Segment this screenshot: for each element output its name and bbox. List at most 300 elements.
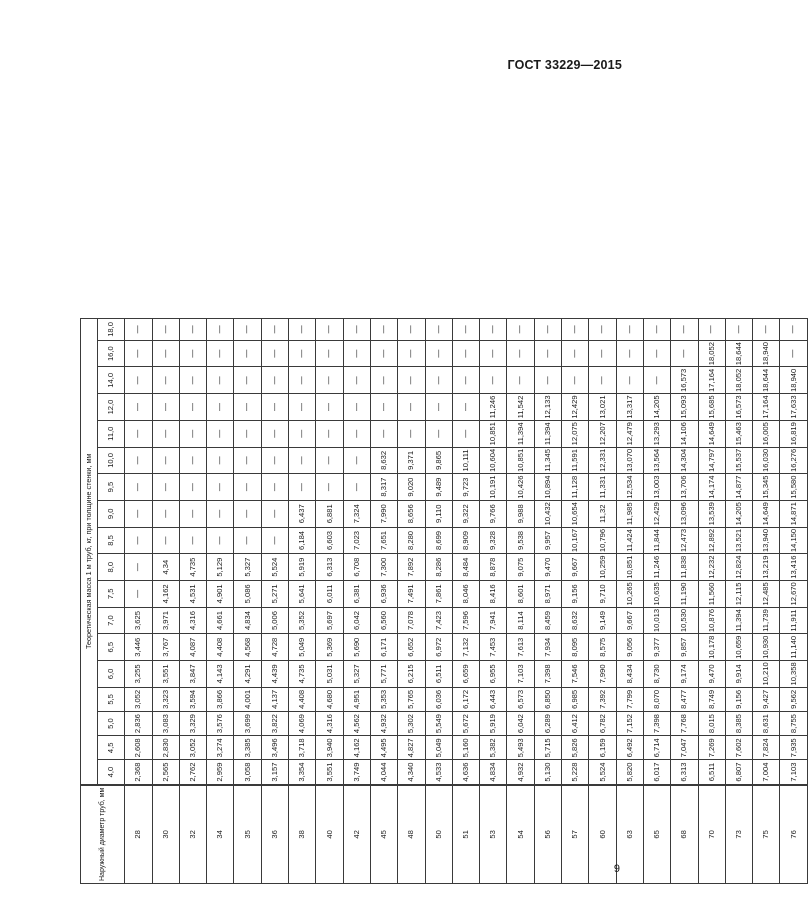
cell-mass-value: — (152, 527, 179, 554)
cell-mass-value: 10,530 (671, 607, 698, 634)
cell-mass-value: 6,850 (534, 687, 561, 711)
cell-mass-value: 4,735 (179, 554, 206, 581)
page-number: 9 (613, 863, 620, 875)
cell-mass-value: 4,562 (343, 711, 370, 735)
cell-mass-value: 10,635 (643, 581, 670, 608)
cell-outer-diameter: 65 (643, 785, 670, 884)
cell-mass-value: 5,228 (562, 760, 589, 785)
cell-mass-value: 7,047 (671, 736, 698, 760)
cell-mass-value: — (425, 340, 452, 367)
cell-mass-value: 12,824 (725, 554, 752, 581)
cell-mass-value: 15,093 (671, 394, 698, 421)
cell-mass-value: 10,167 (562, 527, 589, 554)
cell-mass-value: — (562, 319, 589, 341)
cell-mass-value: 10,178 (698, 634, 725, 661)
column-header-thickness: 12,0 (98, 394, 125, 421)
cell-mass-value: 6,936 (370, 581, 397, 608)
cell-mass-value: — (179, 500, 206, 527)
cell-mass-value: 11,394 (534, 420, 561, 447)
cell-mass-value: — (398, 367, 425, 394)
cell-mass-value: 6,714 (643, 736, 670, 760)
cell-mass-value: 10,013 (643, 607, 670, 634)
cell-mass-value: — (507, 367, 534, 394)
cell-mass-value: — (370, 319, 397, 341)
cell-mass-value: — (234, 500, 261, 527)
cell-mass-value: — (562, 340, 589, 367)
cell-mass-value: 13,940 (753, 527, 780, 554)
cell-mass-value: 5,765 (398, 687, 425, 711)
table-row (289, 319, 316, 884)
cell-mass-value: 5,353 (370, 687, 397, 711)
cell-mass-value: 6,171 (370, 634, 397, 661)
cell-mass-value: — (179, 420, 206, 447)
cell-mass-value: 3,385 (234, 736, 261, 760)
cell-mass-value: 5,549 (425, 711, 452, 735)
table-row (398, 319, 425, 884)
cell-mass-value: 5,672 (452, 711, 479, 735)
cell-outer-diameter: 53 (480, 785, 507, 884)
cell-mass-value: — (261, 500, 288, 527)
cell-mass-value: 15,580 (780, 474, 807, 501)
cell-mass-value: 7,004 (753, 760, 780, 785)
cell-outer-diameter: 42 (343, 785, 370, 884)
cell-mass-value: 4,901 (207, 581, 234, 608)
cell-mass-value: — (452, 394, 479, 421)
cell-mass-value: — (234, 394, 261, 421)
cell-mass-value: 4,735 (289, 661, 316, 688)
cell-mass-value: — (261, 340, 288, 367)
cell-mass-value: — (643, 367, 670, 394)
cell-mass-value: — (261, 319, 288, 341)
rotated-table-container (80, 318, 808, 884)
cell-mass-value: — (207, 474, 234, 501)
cell-mass-value: 13,416 (780, 554, 807, 581)
cell-mass-value: 5,271 (261, 581, 288, 608)
cell-mass-value: 7,613 (507, 634, 534, 661)
cell-mass-value: — (398, 319, 425, 341)
cell-mass-value: 9,723 (452, 474, 479, 501)
cell-mass-value: 16,030 (753, 447, 780, 474)
column-header-thickness: 4,5 (98, 736, 125, 760)
cell-mass-value: 3,551 (316, 760, 343, 785)
cell-mass-value: 14,205 (643, 394, 670, 421)
cell-mass-value: 16,819 (780, 420, 807, 447)
cell-mass-value: 17,633 (780, 394, 807, 421)
cell-mass-value: — (234, 527, 261, 554)
cell-mass-value: — (152, 474, 179, 501)
cell-mass-value: 8,631 (753, 711, 780, 735)
cell-outer-diameter: 60 (589, 785, 616, 884)
cell-mass-value: 4,439 (261, 661, 288, 688)
cell-mass-value: 3,971 (152, 607, 179, 634)
cell-mass-value: 7,546 (562, 661, 589, 688)
cell-mass-value: — (261, 474, 288, 501)
cell-mass-value: 4,408 (289, 687, 316, 711)
table-row (671, 319, 698, 884)
cell-mass-value: 13,219 (753, 554, 780, 581)
table-row (698, 319, 725, 884)
cell-mass-value: 10,111 (452, 447, 479, 474)
cell-mass-value: — (452, 340, 479, 367)
cell-mass-value: 15,345 (753, 474, 780, 501)
cell-mass-value: 17,164 (698, 367, 725, 394)
cell-mass-value: 9,328 (480, 527, 507, 554)
cell-mass-value: 11,985 (616, 500, 643, 527)
cell-mass-value: 18,940 (780, 367, 807, 394)
column-header-group-mass: Теоретическая масса 1 м труб, кг, при толщине стенки, мм (81, 319, 98, 785)
cell-outer-diameter: 68 (671, 785, 698, 884)
cell-mass-value: — (207, 340, 234, 367)
cell-mass-value: 8,317 (370, 474, 397, 501)
cell-mass-value: 3,052 (179, 736, 206, 760)
table-row (179, 319, 206, 884)
cell-mass-value: 6,511 (698, 760, 725, 785)
cell-mass-value: — (289, 394, 316, 421)
cell-mass-value: — (616, 340, 643, 367)
cell-outer-diameter: 32 (179, 785, 206, 884)
cell-mass-value: 11,128 (562, 474, 589, 501)
cell-mass-value: — (179, 394, 206, 421)
table-row (534, 319, 561, 884)
cell-mass-value: 11,246 (480, 394, 507, 421)
cell-mass-value: 10,796 (589, 527, 616, 554)
cell-mass-value: 7,491 (398, 581, 425, 608)
cell-mass-value: 5,820 (616, 760, 643, 785)
cell-mass-value: 7,602 (725, 736, 752, 760)
cell-mass-value: 8,416 (480, 581, 507, 608)
cell-mass-value: — (370, 340, 397, 367)
cell-mass-value: — (289, 420, 316, 447)
cell-mass-value: — (753, 319, 780, 341)
table-group-header-row (81, 319, 98, 884)
cell-outer-diameter: 28 (125, 785, 152, 884)
cell-mass-value: — (780, 319, 807, 341)
cell-mass-value: 12,429 (643, 500, 670, 527)
cell-mass-value: 5,690 (343, 634, 370, 661)
cell-mass-value: 11,911 (780, 607, 807, 634)
cell-mass-value: — (152, 367, 179, 394)
column-header-thickness: 6,0 (98, 661, 125, 688)
cell-mass-value: 13,096 (671, 500, 698, 527)
cell-mass-value: 11,140 (780, 634, 807, 661)
cell-mass-value: 9,149 (589, 607, 616, 634)
cell-mass-value: — (179, 474, 206, 501)
cell-mass-value: 6,381 (343, 581, 370, 608)
cell-mass-value: 11,32 (589, 500, 616, 527)
cell-mass-value: 12,479 (616, 420, 643, 447)
cell-mass-value: — (125, 527, 152, 554)
cell-mass-value: 11,542 (507, 394, 534, 421)
column-header-thickness: 7,0 (98, 607, 125, 634)
cell-mass-value: — (316, 367, 343, 394)
cell-mass-value: 8,755 (780, 711, 807, 735)
cell-mass-value: 3,767 (152, 634, 179, 661)
cell-mass-value: 12,075 (562, 420, 589, 447)
cell-mass-value: 5,049 (425, 736, 452, 760)
cell-mass-value: — (507, 319, 534, 341)
cell-mass-value: 5,919 (480, 711, 507, 735)
cell-mass-value: 3,847 (179, 661, 206, 688)
table-row (261, 319, 288, 884)
cell-mass-value: — (780, 340, 807, 367)
cell-mass-value: 3,157 (261, 760, 288, 785)
cell-mass-value: 9,562 (780, 687, 807, 711)
cell-mass-value: 4,951 (343, 687, 370, 711)
cell-mass-value: 6,289 (534, 711, 561, 735)
cell-mass-value: 6,313 (316, 554, 343, 581)
cell-mass-value: 7,768 (671, 711, 698, 735)
cell-mass-value: 7,398 (643, 711, 670, 735)
cell-mass-value: 14,205 (725, 500, 752, 527)
cell-mass-value: 5,369 (316, 634, 343, 661)
cell-mass-value: 4,827 (398, 736, 425, 760)
cell-mass-value: 4,162 (152, 581, 179, 608)
column-header-thickness: 16,0 (98, 340, 125, 367)
cell-mass-value: 3,274 (207, 736, 234, 760)
cell-mass-value: — (480, 319, 507, 341)
cell-mass-value: — (179, 367, 206, 394)
cell-mass-value: — (179, 319, 206, 341)
cell-mass-value: 6,172 (452, 687, 479, 711)
cell-mass-value: — (234, 474, 261, 501)
cell-mass-value: — (125, 474, 152, 501)
cell-mass-value: — (343, 474, 370, 501)
cell-mass-value: 5,031 (316, 661, 343, 688)
cell-mass-value: 7,799 (616, 687, 643, 711)
cell-mass-value: 7,132 (452, 634, 479, 661)
cell-mass-value: 5,919 (289, 554, 316, 581)
cell-mass-value: — (616, 319, 643, 341)
cell-mass-value: 6,881 (316, 500, 343, 527)
column-header-thickness: 5,0 (98, 711, 125, 735)
cell-mass-value: 8,046 (452, 581, 479, 608)
cell-mass-value: 2,836 (125, 711, 152, 735)
cell-mass-value: 18,644 (725, 340, 752, 367)
cell-mass-value: — (207, 447, 234, 474)
cell-mass-value: — (507, 340, 534, 367)
cell-mass-value: 4,495 (370, 736, 397, 760)
cell-mass-value: — (480, 367, 507, 394)
cell-mass-value: — (643, 319, 670, 341)
standard-header: ГОСТ 33229—2015 (507, 58, 622, 72)
cell-mass-value: 6,042 (343, 607, 370, 634)
column-header-thickness: 7,5 (98, 581, 125, 608)
cell-mass-value: 4,316 (179, 607, 206, 634)
cell-mass-value: — (343, 420, 370, 447)
cell-mass-value: 6,511 (425, 661, 452, 688)
cell-outer-diameter: 51 (452, 785, 479, 884)
cell-mass-value: 10,930 (753, 634, 780, 661)
cell-mass-value: — (261, 527, 288, 554)
cell-mass-value: 7,824 (753, 736, 780, 760)
cell-mass-value: 5,049 (289, 634, 316, 661)
cell-mass-value: 5,327 (343, 661, 370, 688)
cell-mass-value: 7,423 (425, 607, 452, 634)
cell-outer-diameter: 38 (289, 785, 316, 884)
cell-mass-value: 11,394 (507, 420, 534, 447)
cell-mass-value: 14,304 (671, 447, 698, 474)
cell-mass-value: — (589, 367, 616, 394)
column-header-thickness: 14,0 (98, 367, 125, 394)
cell-mass-value: 4,834 (234, 607, 261, 634)
cell-mass-value: — (698, 319, 725, 341)
cell-mass-value: 9,156 (562, 581, 589, 608)
cell-mass-value: 8,070 (643, 687, 670, 711)
cell-mass-value: 8,477 (671, 687, 698, 711)
cell-mass-value: 11,331 (589, 474, 616, 501)
cell-mass-value: 7,941 (480, 607, 507, 634)
cell-mass-value: 9,322 (452, 500, 479, 527)
table-head (81, 319, 125, 884)
cell-mass-value: — (207, 319, 234, 341)
cell-mass-value: 11,838 (671, 554, 698, 581)
cell-mass-value: 4,932 (507, 760, 534, 785)
cell-mass-value: 9,470 (534, 554, 561, 581)
cell-mass-value: 5,382 (480, 736, 507, 760)
cell-mass-value: 15,537 (725, 447, 752, 474)
cell-mass-value: 11,190 (671, 581, 698, 608)
cell-outer-diameter: 35 (234, 785, 261, 884)
cell-mass-value: 7,990 (589, 661, 616, 688)
cell-mass-value: 9,710 (589, 581, 616, 608)
cell-mass-value: 11,844 (643, 527, 670, 554)
cell-mass-value: — (425, 319, 452, 341)
cell-mass-value: 2,368 (125, 760, 152, 785)
cell-mass-value: — (234, 367, 261, 394)
cell-mass-value: 6,492 (616, 736, 643, 760)
cell-mass-value: 3,446 (125, 634, 152, 661)
column-header-thickness: 11,0 (98, 420, 125, 447)
cell-mass-value: — (207, 394, 234, 421)
cell-mass-value: 11,246 (643, 554, 670, 581)
column-header-diameter: Наружный диаметр труб, мм (81, 785, 125, 884)
cell-mass-value: 10,876 (698, 607, 725, 634)
table-row (152, 319, 179, 884)
cell-mass-value: 4,568 (234, 634, 261, 661)
table-row (234, 319, 261, 884)
cell-mass-value: — (425, 394, 452, 421)
cell-mass-value: — (316, 394, 343, 421)
cell-mass-value: — (316, 319, 343, 341)
cell-mass-value: 4,932 (370, 711, 397, 735)
cell-mass-value: 6,036 (425, 687, 452, 711)
cell-mass-value: — (643, 340, 670, 367)
cell-mass-value: 12,331 (589, 447, 616, 474)
cell-outer-diameter: 75 (753, 785, 780, 884)
cell-mass-value: 9,957 (534, 527, 561, 554)
cell-mass-value: 12,115 (725, 581, 752, 608)
cell-mass-value: — (480, 340, 507, 367)
cell-mass-value: 13,003 (643, 474, 670, 501)
cell-mass-value: 8,385 (725, 711, 752, 735)
cell-mass-value: — (261, 394, 288, 421)
cell-mass-value: 14,649 (753, 500, 780, 527)
cell-mass-value: 3,323 (152, 687, 179, 711)
cell-mass-value: — (589, 319, 616, 341)
cell-mass-value: — (452, 420, 479, 447)
cell-mass-value: — (125, 420, 152, 447)
cell-mass-value: — (398, 340, 425, 367)
column-header-thickness: 10,0 (98, 447, 125, 474)
cell-mass-value: — (125, 319, 152, 341)
cell-mass-value: 16,573 (671, 367, 698, 394)
cell-outer-diameter: 57 (562, 785, 589, 884)
cell-mass-value: 10,432 (534, 500, 561, 527)
cell-mass-value: — (179, 340, 206, 367)
cell-mass-value: — (343, 367, 370, 394)
cell-mass-value: 6,437 (289, 500, 316, 527)
cell-mass-value: 5,524 (261, 554, 288, 581)
cell-mass-value: 6,573 (507, 687, 534, 711)
cell-mass-value: — (152, 420, 179, 447)
cell-mass-value: 7,103 (780, 760, 807, 785)
cell-mass-value: 13,706 (671, 474, 698, 501)
cell-mass-value: 3,354 (289, 760, 316, 785)
cell-mass-value: 9,766 (480, 500, 507, 527)
cell-mass-value: 7,453 (480, 634, 507, 661)
cell-mass-value: 8,575 (589, 634, 616, 661)
cell-mass-value: 16,573 (725, 394, 752, 421)
cell-mass-value: 8,730 (643, 661, 670, 688)
cell-mass-value: 8,656 (398, 500, 425, 527)
cell-mass-value: — (289, 340, 316, 367)
cell-mass-value: 7,892 (398, 554, 425, 581)
cell-mass-value: 4,834 (480, 760, 507, 785)
cell-mass-value: 10,851 (507, 447, 534, 474)
cell-mass-value: — (534, 340, 561, 367)
cell-mass-value: 6,159 (589, 736, 616, 760)
cell-mass-value: 3,551 (152, 661, 179, 688)
cell-mass-value: 4,340 (398, 760, 425, 785)
cell-mass-value: 9,470 (698, 661, 725, 688)
cell-mass-value: 3,576 (207, 711, 234, 735)
cell-mass-value: 15,685 (698, 394, 725, 421)
cell-mass-value: 8,015 (698, 711, 725, 735)
cell-mass-value: — (316, 474, 343, 501)
cell-mass-value: 3,083 (152, 711, 179, 735)
cell-mass-value: 3,866 (207, 687, 234, 711)
cell-mass-value: 6,603 (316, 527, 343, 554)
cell-mass-value: 12,429 (562, 394, 589, 421)
cell-mass-value: 18,644 (753, 367, 780, 394)
cell-outer-diameter: 40 (316, 785, 343, 884)
cell-mass-value: — (343, 394, 370, 421)
cell-mass-value: — (316, 340, 343, 367)
cell-mass-value: 4,728 (261, 634, 288, 661)
table-row (207, 319, 234, 884)
cell-mass-value: 10,265 (616, 581, 643, 608)
cell-mass-value: — (343, 447, 370, 474)
cell-mass-value: 17,164 (753, 394, 780, 421)
cell-mass-value: 4,34 (152, 554, 179, 581)
cell-mass-value: — (125, 340, 152, 367)
cell-outer-diameter: 76 (780, 785, 807, 884)
cell-mass-value: 14,649 (698, 420, 725, 447)
cell-mass-value: 9,988 (507, 500, 534, 527)
table-row (316, 319, 343, 884)
cell-mass-value: 6,042 (507, 711, 534, 735)
cell-outer-diameter: 45 (370, 785, 397, 884)
cell-mass-value: 4,680 (316, 687, 343, 711)
cell-mass-value: 9,056 (616, 634, 643, 661)
cell-mass-value: 3,255 (125, 661, 152, 688)
cell-mass-value: 3,058 (234, 760, 261, 785)
cell-outer-diameter: 54 (507, 785, 534, 884)
table-row (616, 319, 643, 884)
cell-mass-value: 9,667 (616, 607, 643, 634)
cell-mass-value: — (534, 319, 561, 341)
cell-mass-value: 10,426 (507, 474, 534, 501)
